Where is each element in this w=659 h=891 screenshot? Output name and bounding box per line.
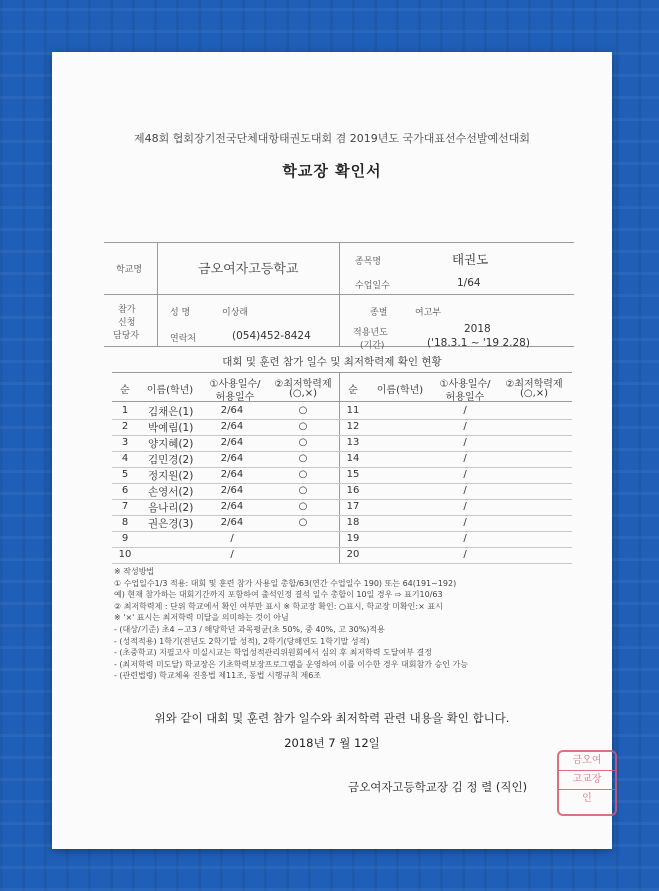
document-title: 학교장 확인서 — [282, 162, 382, 180]
note-line: - (초중학교) 지필고사 미실시교는 학업성적관리위원회에서 심의 후 최저학력 도달여부 결정 — [114, 648, 432, 658]
name-value: 이상래 — [222, 308, 249, 318]
contact-label: 연락처 — [170, 334, 197, 344]
row-name-left: 정지원(2) — [148, 470, 194, 482]
header-academic-left-1: ②최저학력제 — [274, 379, 332, 390]
row-name-left: 권은경(3) — [148, 518, 194, 530]
row-no-right: 15 — [346, 469, 360, 480]
note-line: - (최저학력 미도달) 학교장은 기초학력보장프로그램을 운영하여 이를 이수한 경우 대회참가 승인 가능 — [114, 659, 468, 669]
row-name-left: 박예림(1) — [148, 422, 194, 434]
row-separator — [112, 547, 572, 548]
class-days-label: 수업일수 — [355, 281, 390, 291]
row-mark-left: ○ — [298, 421, 308, 432]
notes — [114, 566, 468, 682]
header-name-left: 이름(학년) — [146, 385, 194, 396]
row-days-right: / — [463, 453, 467, 464]
row-name-left: 김민경(2) — [148, 454, 194, 466]
row-days-left: 2/64 — [220, 501, 244, 512]
row-mark-left: ○ — [298, 453, 308, 464]
note-line: - (대상/기준) 초4 ~고3 / 해당학년 과목평균(초 50%, 중 40%, 고 30%)적용 — [114, 624, 385, 634]
header-academic-right-2: (○,×) — [519, 388, 549, 399]
note-line: 예) 현재 참가하는 대회기간까지 포함하여 출석인정 결석 일수 총합이 10일 경우 ⇨ 표기10/63 — [114, 590, 443, 600]
note-line: ※ '×' 표시는 최저학력 미달을 의미하는 것이 아님 — [114, 613, 289, 623]
row-no-right: 14 — [346, 453, 360, 464]
applicant-label-1: 참가 — [118, 305, 136, 315]
note-line: - (성적적용) 1학기(전년도 2학기말 성적), 2학기(당해연도 1학기말 성적) — [114, 636, 370, 646]
info-divider — [339, 242, 340, 346]
applicant-label-2: 신청 — [118, 318, 136, 328]
header-days-right-2: 허용일수 — [445, 392, 485, 403]
row-no-left: 2 — [121, 421, 129, 432]
row-name-left: 음나리(2) — [148, 502, 194, 514]
row-name-left: 손영서(2) — [148, 486, 194, 498]
event-title: 제48회 협회장기전국단체대항태권도대회 겸 2019년도 국가대표선수선발예선대회 — [133, 132, 530, 145]
row-separator — [112, 531, 572, 532]
row-no-right: 12 — [346, 421, 360, 432]
row-days-left: / — [230, 549, 234, 560]
row-days-left: 2/64 — [220, 485, 244, 496]
row-no-right: 17 — [346, 501, 360, 512]
row-mark-left: ○ — [298, 501, 308, 512]
document-sheet — [52, 52, 612, 849]
header-days-left-2: 허용일수 — [215, 392, 255, 403]
subject-value: 여고부 — [415, 308, 442, 318]
table-top-line — [112, 372, 572, 373]
table-header-line — [112, 401, 572, 402]
row-days-left: 2/64 — [220, 421, 244, 432]
class-days-value: 1/64 — [457, 277, 481, 289]
signature-line: 금오여자고등학교장 김 정 렬 (직인) — [348, 780, 528, 794]
apply-year-label: 적용년도 — [353, 328, 388, 338]
note-line: - (관련법령) 학교체육 진흥법 제11조, 동법 시행규칙 제6조 — [114, 671, 322, 681]
row-mark-left: ○ — [298, 517, 308, 528]
header-days-left-1: ①사용일수/ — [209, 379, 261, 390]
row-days-left: 2/64 — [220, 517, 244, 528]
row-days-right: / — [463, 437, 467, 448]
header-days-right-1: ①사용일수/ — [439, 379, 491, 390]
header-academic-right-1: ②최저학력제 — [505, 379, 563, 390]
applicant-label-3: 담당자 — [113, 331, 140, 341]
sport-value: 태권도 — [452, 252, 489, 267]
row-days-right: / — [463, 421, 467, 432]
subject-label: 종별 — [370, 308, 388, 318]
row-days-right: / — [463, 517, 467, 528]
row-no-right: 16 — [346, 485, 360, 496]
row-no-right: 13 — [346, 437, 360, 448]
row-no-left: 5 — [121, 469, 129, 480]
row-days-right: / — [463, 501, 467, 512]
contact-value: (054)452-8424 — [232, 330, 311, 342]
row-no-left: 4 — [121, 453, 129, 464]
row-name-left: 양지혜(2) — [148, 438, 194, 450]
row-no-right: 18 — [346, 517, 360, 528]
row-name-left: 김채은(1) — [148, 406, 194, 418]
row-days-left: 2/64 — [220, 405, 244, 416]
date-text: 2018년 7 월 12일 — [284, 736, 380, 750]
row-days-left: / — [230, 533, 234, 544]
apply-period-label: (기간) — [360, 341, 385, 351]
apply-period-value: ('18.3.1 ~ '19 2.28) — [427, 337, 530, 349]
row-no-left: 9 — [121, 533, 129, 544]
row-days-right: / — [463, 533, 467, 544]
row-no-right: 11 — [346, 405, 360, 416]
row-mark-left: ○ — [298, 437, 308, 448]
row-separator — [112, 563, 572, 564]
header-no-left: 순 — [120, 385, 130, 396]
header-name-right: 이름(학년) — [376, 385, 424, 396]
row-mark-left: ○ — [298, 469, 308, 480]
note-line: ※ 작성방법 — [114, 567, 155, 576]
row-no-left: 3 — [121, 437, 129, 448]
row-days-right: / — [463, 549, 467, 560]
row-mark-left: ○ — [298, 405, 308, 416]
row-no-left: 1 — [121, 405, 129, 416]
info-label-divider — [157, 242, 158, 346]
official-seal: 금오여 고교장 인 — [557, 750, 617, 816]
row-no-left: 6 — [121, 485, 129, 496]
row-days-left: 2/64 — [220, 469, 244, 480]
row-days-right: / — [463, 485, 467, 496]
header-no-right: 순 — [348, 385, 358, 396]
row-no-left: 7 — [121, 501, 129, 512]
note-line: ① 수업일수1/3 적용: 대회 및 훈련 참가 사용일 총합/63(연간 수업일수 190) 또는 64(191~192) — [114, 578, 457, 588]
row-days-right: / — [463, 405, 467, 416]
sport-label: 종목명 — [355, 257, 382, 267]
school-label: 학교명 — [116, 265, 143, 275]
confirm-text: 위와 같이 대회 및 훈련 참가 일수와 최저학력 관련 내용을 확인 합니다. — [154, 711, 510, 725]
row-no-left: 8 — [121, 517, 129, 528]
row-days-left: 2/64 — [220, 453, 244, 464]
school-name: 금오여자고등학교 — [198, 262, 299, 277]
row-no-right: 20 — [346, 549, 360, 560]
row-days-right: / — [463, 469, 467, 480]
row-days-left: 2/64 — [220, 437, 244, 448]
row-no-right: 19 — [346, 533, 360, 544]
name-label: 성 명 — [170, 308, 191, 318]
table-title: 대회 및 훈련 참가 일수 및 최저학력제 확인 현황 — [222, 356, 442, 368]
row-no-left: 10 — [118, 549, 132, 560]
note-line: ② 최저학력제 : 단위 학교에서 확인 여부만 표시 ※ 학교장 확인: ○표시, 학교장 미확인:× 표시 — [114, 601, 443, 611]
header-academic-left-2: (○,×) — [288, 388, 318, 399]
apply-year-value: 2018 — [464, 323, 491, 335]
row-mark-left: ○ — [298, 485, 308, 496]
